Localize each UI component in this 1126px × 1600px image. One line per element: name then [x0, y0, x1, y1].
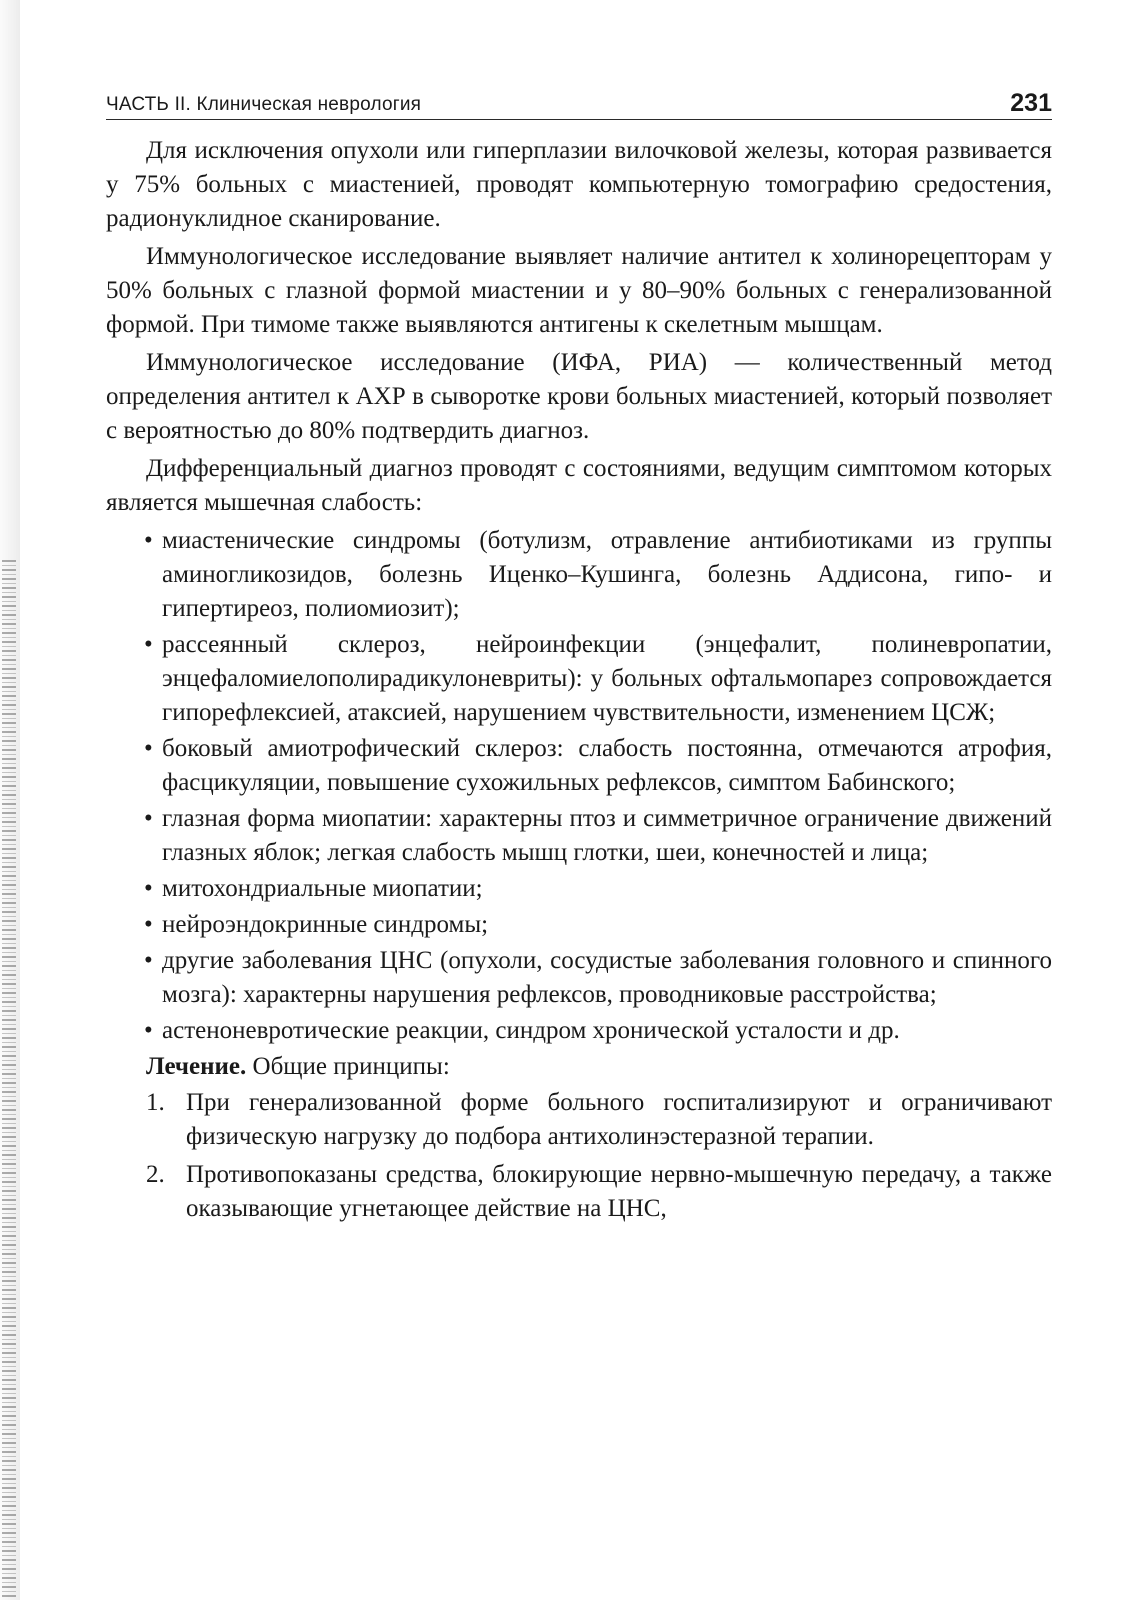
differential-list: [106, 524, 1052, 1048]
bullet-marker: •: [144, 805, 153, 832]
running-head: [106, 82, 1052, 120]
list-item-text: нейроэндокринные синдромы;: [162, 911, 489, 938]
numbered-item: [106, 1086, 1052, 1154]
treatment-list: [106, 1086, 1052, 1226]
list-item: [106, 1014, 1052, 1048]
paragraph-immunology-antibodies: Иммунологическое исследование выявляет наличие антител к холинорецепторам у 50% больных с глазной формой миастении и у 80–90% больных с генерализованной формой. При тимоме также выявляются антигены к скелетным мышцам.: [106, 243, 1052, 338]
list-item-text: другие заболевания ЦНС (опухоли, сосудистые заболевания головного и спинного мозга): характерны нарушения рефлексов, проводниковые расстройства;: [162, 947, 1052, 1008]
scan-edge: [0, 0, 20, 1600]
page-number: 231: [1010, 89, 1052, 117]
bullet-marker: •: [144, 1017, 153, 1044]
bullet-marker: •: [144, 735, 153, 762]
bullet-marker: •: [144, 875, 153, 902]
list-item: [106, 908, 1052, 942]
numbered-marker: 1.: [146, 1089, 165, 1116]
list-item: [106, 732, 1052, 800]
list-item-text: рассеянный склероз, нейроинфекции (энцефалит, полиневропатии, энцефаломиелополирадикулоневриты): у больных офтальмопарез сопровождается гипорефлексией, атаксией, нарушением чувствительности, изменением ЦСЖ;: [162, 631, 1052, 726]
body-text: [106, 134, 1052, 1226]
treatment-label: Лечение.: [146, 1053, 247, 1080]
paragraph-immunology-ifa-ria: Иммунологическое исследование (ИФА, РИА) — количественный метод определения антител к АХР в сыворотке крови больных миастенией, который позволяет с вероятностью до 80% подтвердить диагноз.: [106, 349, 1052, 444]
scan-edge-marks: [2, 560, 16, 1600]
list-item: [106, 802, 1052, 870]
list-item-text: астеноневротические реакции, синдром хронической усталости и др.: [162, 1017, 900, 1044]
list-item: [106, 944, 1052, 1012]
list-item-text: глазная форма миопатии: характерны птоз и симметричное ограничение движений глазных яблок; легкая слабость мышц глотки, шеи, конечностей и лица;: [162, 805, 1052, 866]
list-item: [106, 628, 1052, 730]
numbered-item-text: Противопоказаны средства, блокирующие нервно-мышечную передачу, а также оказывающие угнетающее действие на ЦНС,: [186, 1161, 1052, 1222]
page: [106, 82, 1052, 1230]
list-item-text: миастенические синдромы (ботулизм, отравление антибиотиками из группы аминогликозидов, болезнь Иценко–Кушинга, болезнь Аддисона, гипо- и гипертиреоз, полиомиозит);: [162, 527, 1052, 622]
paragraph-differential-diagnosis: Дифференциальный диагноз проводят с состояниями, ведущим симптомом которых является мышечная слабость:: [106, 455, 1052, 516]
treatment-heading: [106, 1050, 1052, 1084]
bullet-marker: •: [144, 911, 153, 938]
list-item-text: митохондриальные миопатии;: [162, 875, 483, 902]
paragraph-ct-scan: Для исключения опухоли или гиперплазии вилочковой железы, которая развивается у 75% больных с миастенией, проводят компьютерную томографию средостения, радионуклидное сканирование.: [106, 137, 1052, 232]
numbered-marker: 2.: [146, 1161, 165, 1188]
treatment-text: Общие принципы:: [252, 1053, 450, 1080]
bullet-marker: •: [144, 527, 153, 554]
running-title: ЧАСТЬ II. Клиническая неврология: [106, 94, 422, 115]
bullet-marker: •: [144, 631, 153, 658]
numbered-item: [106, 1158, 1052, 1226]
numbered-item-text: При генерализованной форме больного госпитализируют и ограничивают физическую нагрузку до подбора антихолинэстеразной терапии.: [186, 1089, 1052, 1150]
bullet-marker: •: [144, 947, 153, 974]
list-item-text: боковый амиотрофический склероз: слабость постоянна, отмечаются атрофия, фасцикуляции, повышение сухожильных рефлексов, симптом Бабинского;: [162, 735, 1052, 796]
list-item: [106, 872, 1052, 906]
list-item: [106, 524, 1052, 626]
